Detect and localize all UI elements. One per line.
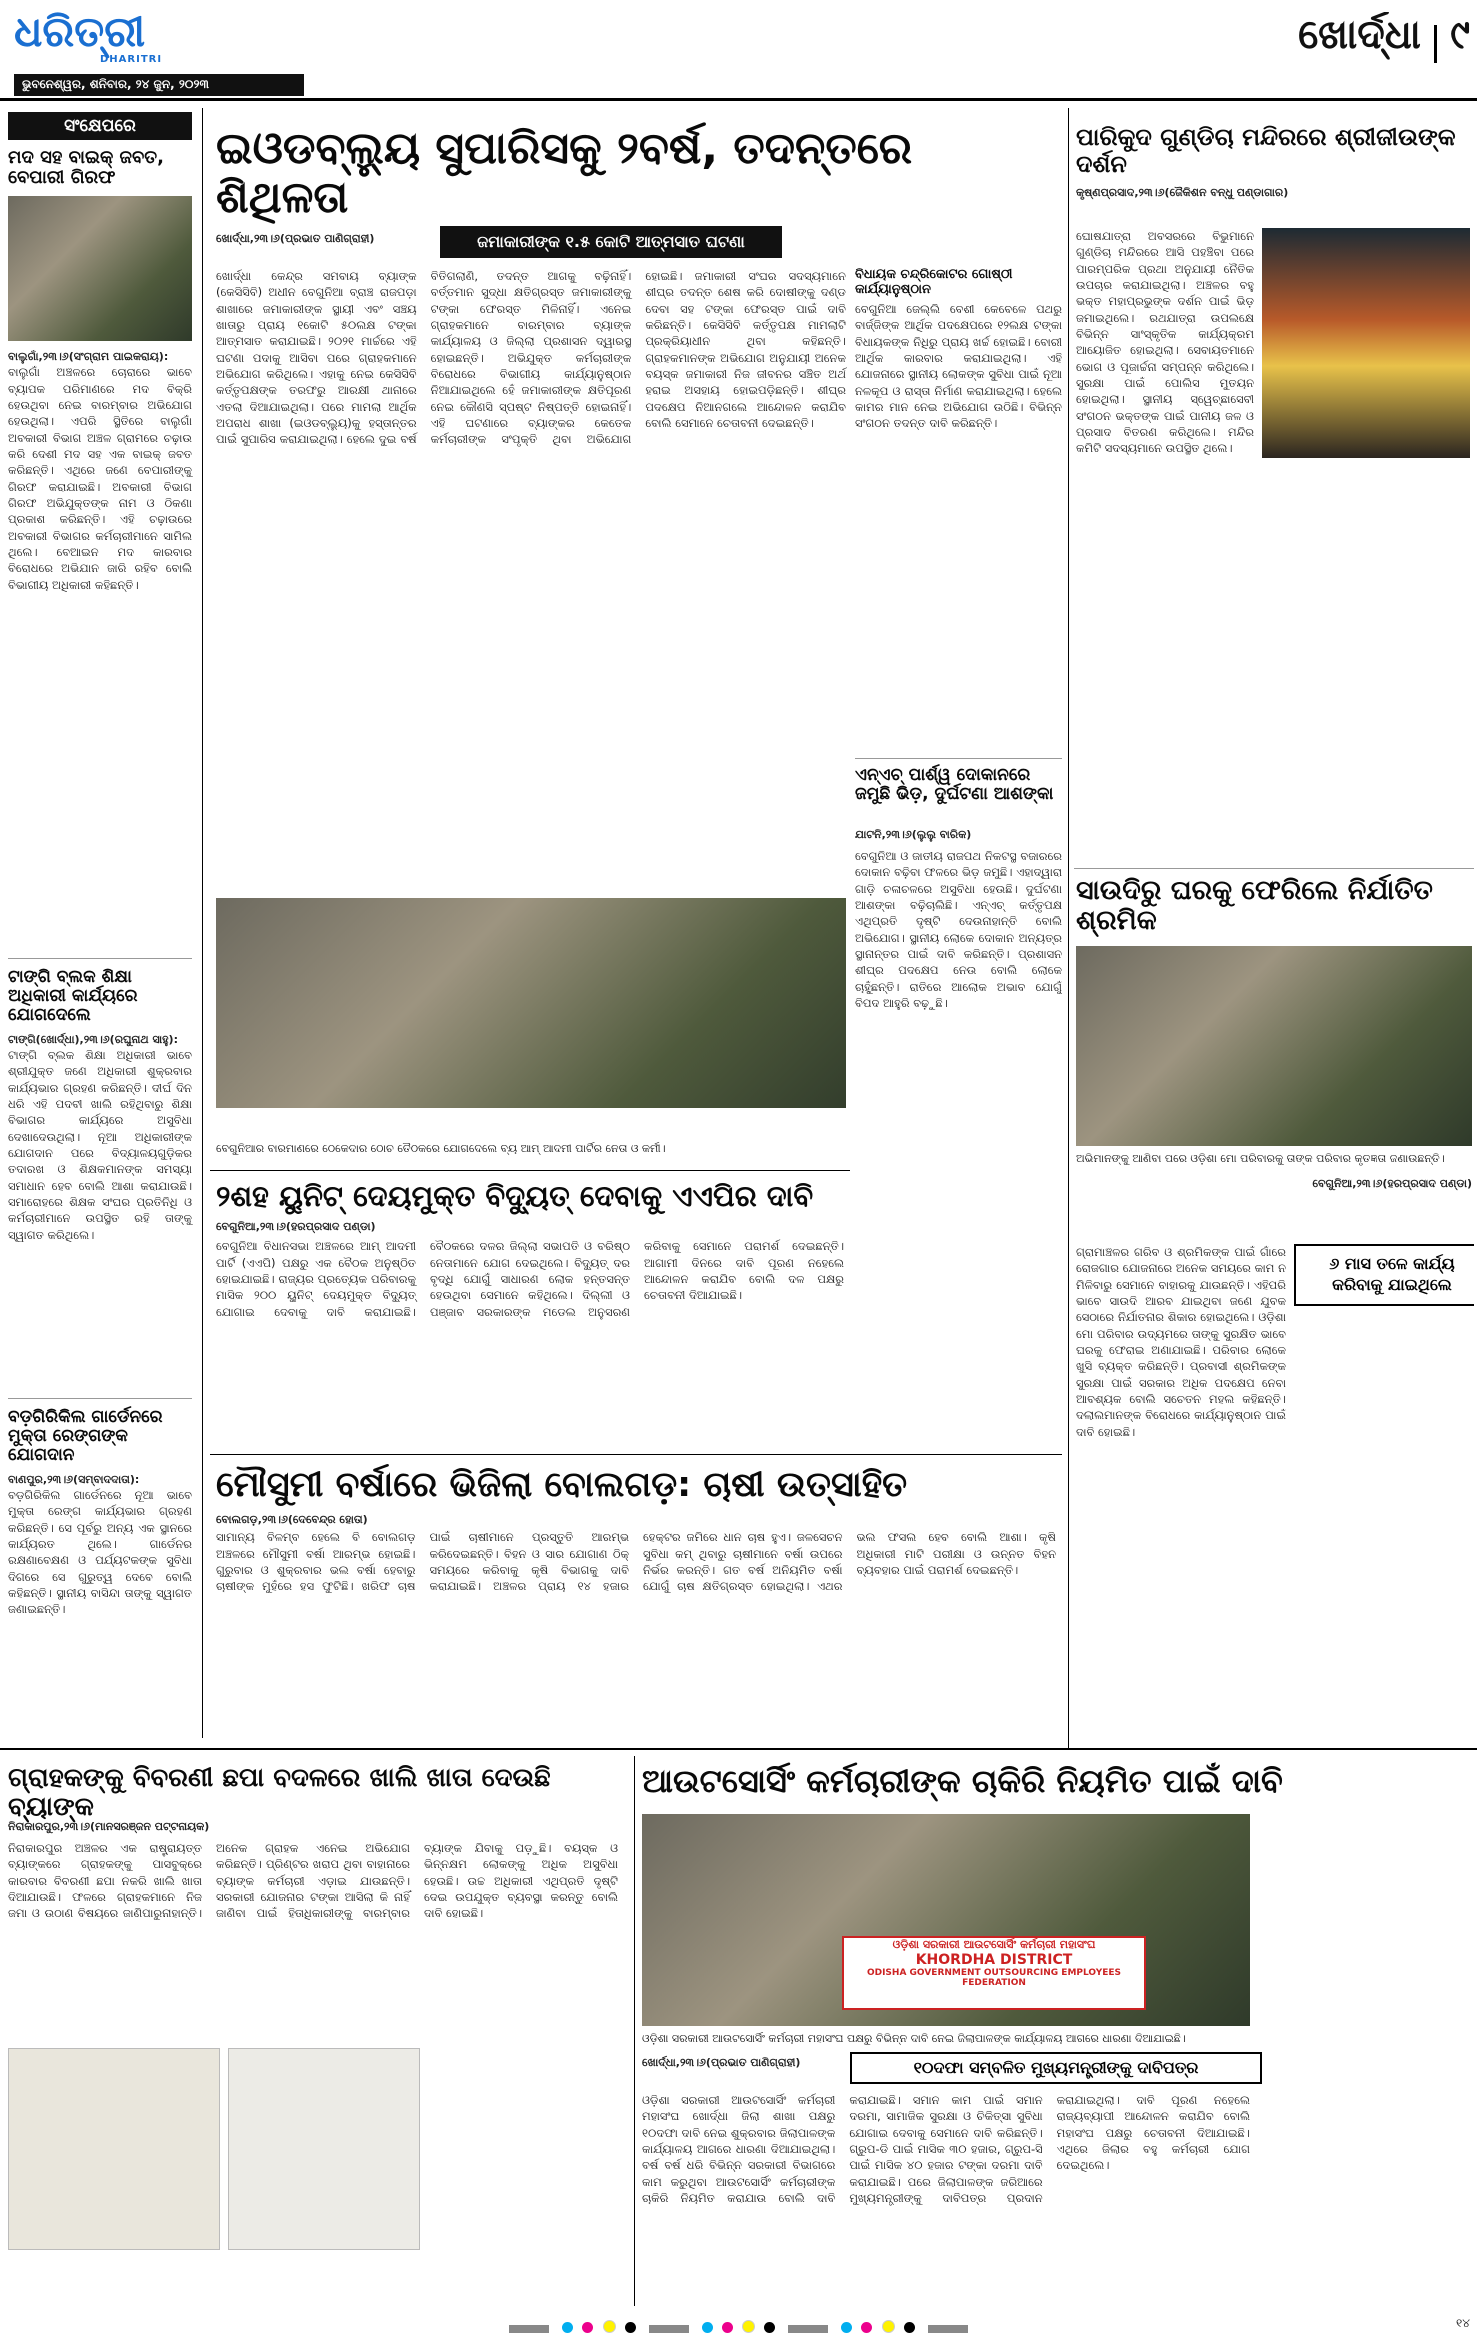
- temple-body-continued: [1262, 468, 1470, 848]
- side-headline-2: ଏନ୍‌ଏଚ୍ ପାର୍ଶ୍ୱ ଦୋକାନରେ ଜମୁଛି ଭିଡ଼, ଦୁର୍ଘଟଣା ଆଶଙ୍କା: [855, 765, 1054, 805]
- main-headline: ଇଓଡବ୍ଲ୍ୟୁ ସୁପାରିସକୁ ୨ବର୍ଷ, ତଦନ୍ତରେ ଶିଥିଳତା: [216, 123, 913, 224]
- brief-label: ସଂକ୍ଷେପରେ: [8, 112, 192, 140]
- section-name: ଖୋର୍ଦ୍ଧା: [1298, 12, 1421, 58]
- rain-top-rule: [210, 1454, 1062, 1455]
- bank-column-rule: [634, 1756, 635, 2306]
- yellow-dot: [742, 2320, 755, 2333]
- brief-dateline-1: ବାଲୁଗାଁ,୨୩।୬(ସଂଗ୍ରାମ ପାଇକରାୟ):: [8, 350, 169, 364]
- registration-mark: [788, 2325, 828, 2333]
- masthead-logo: [14, 8, 254, 70]
- worker-photo-caption: ଅଭିମାନଙ୍କୁ ଆଣିବା ପରେ ଓଡ଼ିଶା ମୋ ପରିବାରକୁ ତାଙ୍କ ପରିବାର କୃତଜ୍ଞତା ଜଣାଉଛନ୍ତି।: [1076, 1152, 1445, 1166]
- registration-mark: [649, 2325, 689, 2333]
- bank-headline: ଗ୍ରାହକଙ୍କୁ ବିବରଣୀ ଛପା ବଦଳରେ ଖାଲି ଖାତା ଦେଉଛି ବ୍ୟାଙ୍କ: [8, 1763, 551, 1823]
- side-body: ବେଗୁନିଆ ଜେଲ୍ଲି ବେଶୀ କେବେଳେ ପଥରୁ ବାର୍ଜ୍ଜିଙ୍କ ଆର୍ଥିକ ପଦକ୍ଷେପରେ ୧୨ଲକ୍ଷ ଟଙ୍କା ବିଧାୟକଙ୍କ ନିଧିରୁ ପ୍ରାୟ ଖର୍ଚ୍ଚ ହୋଇଛି। ବୋରୀ ଆର୍ଥିକ କାରବାର କରାଯାଇଥିଲା। ଏହି ଯୋଜନାରେ ସ୍ଥାନୀୟ ଲୋକଙ୍କ ସୁବିଧା ପାଇଁ ନୂଆ ନଳକୂପ ଓ ରାସ୍ତା ନିର୍ମାଣ କରାଯାଇଥିଲା। ହେଲେ କାମର ମାନ ନେଇ ଅଭିଯୋଗ ଉଠିଛି। ବିଭିନ୍ନ ସଂଗଠନ ତଦନ୍ତ ଦାବି କରିଛନ୍ତି।: [855, 302, 1062, 431]
- main-photo-caption: ବେଗୁନିଆର ବାରମାଣରେ ଠେକେଦାର ଠୋଚ ତୈଠକରେ ଯୋଗଦେଲେ ବ୍ୟ ଆମ୍ ଆଦମୀ ପାର୍ଟିର ନେତା ଓ କର୍ମୀ।: [216, 1142, 666, 1155]
- registration-mark: [928, 2325, 968, 2333]
- issue-date: ଭୁବନେଶ୍ୱର, ଶନିବାର, ୨୪ ଜୁନ, ୨୦୨୩: [22, 77, 209, 91]
- side-story: [855, 268, 1062, 1168]
- worker-body: ଗ୍ରାମାଞ୍ଚଳର ଗରିବ ଓ ଶ୍ରମିକଙ୍କ ପାଇଁ ଗାଁରେ ରୋଜଗାର ଯୋଜନାରେ ଅନେକ ସମୟରେ କାମ ନ ମିଳିବାରୁ ସେମାନେ ବାହାରକୁ ଯାଉଛନ୍ତି। ଏହିପରି ଭାବେ ସାଉଦି ଆରବ ଯାଇଥିବା ଜଣେ ଯୁବକ ସେଠାରେ ନିର୍ଯାତନାର ଶିକାର ହୋଇଥିଲେ। ଓଡ଼ିଶା ମୋ ପରିବାର ଉଦ୍ୟମରେ ତାଙ୍କୁ ସୁରକ୍ଷିତ ଭାବେ ଘରକୁ ଫେରାଇ ଅଣାଯାଇଛି। ପରିବାର ଲୋକେ ଖୁସି ବ୍ୟକ୍ତ କରିଛନ୍ତି। ପ୍ରବାସୀ ଶ୍ରମିକଙ୍କ ସୁରକ୍ଷା ପାଇଁ ସରକାର ଅଧିକ ପଦକ୍ଷେପ ନେବା ଆବଶ୍ୟକ ବୋଲି ସଚେତନ ମହଲ କହିଛନ୍ତି। ଦଲାଲମାନଙ୍କ ବିରୋଧରେ କାର୍ଯ୍ୟାନୁଷ୍ଠାନ ପାଇଁ ଦାବି ହୋଇଛି।: [1076, 1245, 1286, 1439]
- electricity-story: [210, 1176, 850, 1446]
- side-body-2: ବେଗୁନିଆ ଓ ଜାତୀୟ ରାଜପଥ ନିକଟସ୍ଥ ବଜାରରେ ଦୋକାନ ବଢ଼ିବା ଫଳରେ ଭିଡ଼ ଜମୁଛି। ଏହାଦ୍ୱାରା ଗାଡ଼ି ଚଳାଚଳରେ ଅସୁବିଧା ହେଉଛି। ଦୁର୍ଘଟଣା ଆଶଙ୍କା ବଢ଼ିଚାଲିଛି। ଏନ୍‌ଏଚ୍ କର୍ତ୍ତୃପକ୍ଷ ଏଥିପ୍ରତି ଦୃଷ୍ଟି ଦେଉନାହାନ୍ତି ବୋଲି ଅଭିଯୋଗ। ସ୍ଥାନୀୟ ଲୋକେ ଦୋକାନ ଅନ୍ୟତ୍ର ସ୍ଥାନାନ୍ତର ପାଇଁ ଦାବି କରିଛନ୍ତି। ପ୍ରଶାସନ ଶୀଘ୍ର ପଦକ୍ଷେପ ନେଉ ବୋଲି ଲୋକେ ଚାହୁଁଛନ୍ତି। ରାତିରେ ଆଲୋକ ଅଭାବ ଯୋଗୁଁ ବିପଦ ଆହୁରି ବଢ଼ୁଛି।: [855, 849, 1062, 1010]
- brief-dateline-2: ଟାଙ୍ଗି(ଖୋର୍ଦ୍ଧା),୨୩।୬(ରଘୁନାଥ ସାହୁ):: [8, 1033, 178, 1046]
- electricity-body: ବେଗୁନିଆ ବିଧାନସଭା ଅଞ୍ଚଳରେ ଆମ୍ ଆଦମୀ ପାର୍ଟି (ଏଏପି) ପକ୍ଷରୁ ଏକ ବୈଠକ ଅନୁଷ୍ଠିତ ହୋଇଯାଇଛି। ରାଜ୍ୟର ପ୍ରତ୍ୟେକ ପରିବାରକୁ ମାସିକ ୨୦୦ ୟୁନିଟ୍ ଦେୟମୁକ୍ତ ବିଦ୍ୟୁତ୍ ଯୋଗାଇ ଦେବାକୁ ଦାବି କରାଯାଇଛି। ବୈଠକରେ ଦଳର ଜିଲ୍ଲା ସଭାପତି ଓ ବରିଷ୍ଠ ନେତାମାନେ ଯୋଗ ଦେଇଥିଲେ। ବିଦ୍ୟୁତ୍ ଦର ବୃଦ୍ଧି ଯୋଗୁଁ ସାଧାରଣ ଲୋକ ହନ୍ତସନ୍ତ ହେଉଥିବା ସେମାନେ କହିଥିଲେ। ଦିଲ୍ଲୀ ଓ ପଞ୍ଜାବ ସରକାରଙ୍କ ମଡେଲ ଅନୁସରଣ କରିବାକୁ ସେମାନେ ପରାମର୍ଶ ଦେଇଛନ୍ତି। ଆଗାମୀ ଦିନରେ ଦାବି ପୂରଣ ନହେଲେ ଆନ୍ଦୋଳନ କରାଯିବ ବୋଲି ଦଳ ପକ୍ଷରୁ ଚେତାବନୀ ଦିଆଯାଇଛି।: [216, 1239, 844, 1319]
- temple-bottom-rule: [1074, 868, 1474, 869]
- worker-dateline: ବେଗୁନିଆ,୨୩।୬(ହରପ୍ରସାଦ ପଣ୍ଡା): [1312, 1176, 1472, 1190]
- outsourcing-body-side: [1260, 1814, 1470, 2294]
- electricity-dateline: ବେଗୁନିଆ,୨୩।୬(ହରପ୍ରସାଦ ପଣ୍ଡା): [216, 1220, 376, 1234]
- rain-body: ସାମାନ୍ୟ ବିଳମ୍ବ ହେଲେ ବି ବୋଲଗଡ଼ ଅଞ୍ଚଳରେ ମୌସୁମୀ ବର୍ଷା ଆରମ୍ଭ ହୋଇଛି। ଗୁରୁବାର ଓ ଶୁକ୍ରବାର ଭଲ ବର୍ଷା ହେବାରୁ ଚାଷୀଙ୍କ ମୁହଁରେ ହସ ଫୁଟିଛି। ଖରିଫ ଚାଷ ପାଇଁ ଚାଷୀମାନେ ପ୍ରସ୍ତୁତି ଆରମ୍ଭ କରିଦେଇଛନ୍ତି। ବିହନ ଓ ସାର ଯୋଗାଣ ଠିକ୍ ସମୟରେ କରିବାକୁ କୃଷି ବିଭାଗକୁ ଦାବି କରାଯାଇଛି। ଅଞ୍ଚଳର ପ୍ରାୟ ୧୪ ହଜାର ହେକ୍ଟର ଜମିରେ ଧାନ ଚାଷ ହୁଏ। ଜଳସେଚନ ସୁବିଧା କମ୍ ଥିବାରୁ ଚାଷୀମାନେ ବର୍ଷା ଉପରେ ନିର୍ଭର କରନ୍ତି। ଗତ ବର୍ଷ ଅନିୟମିତ ବର୍ଷା ଯୋଗୁଁ ଚାଷ କ୍ଷତିଗ୍ରସ୍ତ ହୋଇଥିଲା। ଏଥର ଭଲ ଫସଲ ହେବ ବୋଲି ଆଶା। କୃଷି ଅଧିକାରୀ ମାଟି ପରୀକ୍ଷା ଓ ଉନ୍ନତ ବିହନ ବ୍ୟବହାର ପାଇଁ ପରାମର୍ଶ ଦେଇଛନ୍ତି।: [216, 1530, 1056, 1594]
- temple-photo: [1262, 228, 1470, 458]
- main-photo: [216, 898, 846, 1108]
- outsourcing-headline: ଆଉଟସୋର୍ସିଂ କର୍ମଚାରୀଙ୍କ ଚାକିରି ନିୟମିତ ପାଇଁ ଦାବି: [642, 1762, 1283, 1800]
- protest-banner: [842, 1936, 1146, 2010]
- main-body: ଖୋର୍ଦ୍ଧା କେନ୍ଦ୍ର ସମବାୟ ବ୍ୟାଙ୍କ (କେସିସିବି) ଅଧୀନ ବେଗୁନିଆ ବ୍ରାଞ୍ଚ ରାଜପଡ଼ା ଶାଖାରେ ଜମାକାରୀଙ୍କ ସ୍ଥାୟୀ ଏବଂ ସଞ୍ଚୟ ଖାତାରୁ ପ୍ରାୟ ୧କୋଟି ୫୦ଲକ୍ଷ ଟଙ୍କା ଆତ୍ମସାତ କରାଯାଇଛି। ୨୦୨୧ ମାର୍ଚ୍ଚରେ ଏହି ଘଟଣା ପଦାକୁ ଆସିବା ପରେ ଗ୍ରାହକମାନେ ଅଭିଯୋଗ କରିଥିଲେ। ଏହାକୁ ନେଇ କେସିସିବି କର୍ତ୍ତୃପକ୍ଷଙ୍କ ତରଫରୁ ଆରକ୍ଷୀ ଥାନାରେ ଏତଲା ଦିଆଯାଇଥିଲା। ପରେ ମାମଲା ଆର୍ଥିକ ଅପରାଧ ଶାଖା (ଇଓଡବ୍ଲ୍ୟୁ)କୁ ହସ୍ତାନ୍ତର ପାଇଁ ସୁପାରିସ କରାଯାଇଥିଲା। ହେଲେ ଦୁଇ ବର୍ଷ ବିତିଗଲାଣି, ତଦନ୍ତ ଆଗକୁ ବଢ଼ିନାହିଁ। ବର୍ତ୍ତମାନ ସୁଦ୍ଧା କ୍ଷତିଗ୍ରସ୍ତ ଜମାକାରୀଙ୍କୁ ଟଙ୍କା ଫେରସ୍ତ ମିଳିନାହିଁ। ଏନେଇ ଗ୍ରାହକମାନେ ବାରମ୍ବାର ବ୍ୟାଙ୍କ କାର୍ଯ୍ୟାଳୟ ଓ ଜିଲ୍ଲା ପ୍ରଶାସନ ଦ୍ୱାରସ୍ଥ ହୋଇଛନ୍ତି। ଅଭିଯୁକ୍ତ କର୍ମଚାରୀଙ୍କ ବିରୋଧରେ ବିଭାଗୀୟ କାର୍ଯ୍ୟାନୁଷ୍ଠାନ ନିଆଯାଇଥିଲେ ହେଁ ଜମାକାରୀଙ୍କ କ୍ଷତିପୂରଣ ନେଇ କୌଣସି ସ୍ପଷ୍ଟ ନିଷ୍ପତ୍ତି ହୋଇନାହିଁ। ଏହି ଘଟଣାରେ ବ୍ୟାଙ୍କର କେତେକ କର୍ମଚାରୀଙ୍କ ସଂପୃକ୍ତି ଥିବା ଅଭିଯୋଗ ହୋଇଛି। ଜମାକାରୀ ସଂଘର ସଦସ୍ୟମାନେ ଶୀଘ୍ର ତଦନ୍ତ ଶେଷ କରି ଦୋଷୀଙ୍କୁ ଦଣ୍ଡ ଦେବା ସହ ଟଙ୍କା ଫେରସ୍ତ ପାଇଁ ଦାବି କରିଛନ୍ତି। କେସିସିବି କର୍ତ୍ତୃପକ୍ଷ ମାମଲାଟି ପ୍ରକ୍ରିୟାଧୀନ ଥିବା କହିଛନ୍ତି। ଗ୍ରାହକମାନଙ୍କ ଅଭିଯୋଗ ଅନୁଯାୟୀ ଅନେକ ବୟସ୍କ ଜମାକାରୀ ନିଜ ଜୀବନର ସଞ୍ଚିତ ଅର୍ଥ ହରାଇ ଅସହାୟ ହୋଇପଡ଼ିଛନ୍ତି। ଶୀଘ୍ର ପଦକ୍ଷେପ ନିଆନଗଲେ ଆନ୍ଦୋଳନ କରାଯିବ ବୋଲି ସେମାନେ ଚେତାବନୀ ଦେଇଛନ୍ତି।: [216, 269, 846, 447]
- magenta-dot: [722, 2322, 733, 2333]
- electricity-top-rule: [210, 1170, 850, 1171]
- bottom-top-rule: [0, 1748, 1477, 1750]
- page-section-title: [1240, 12, 1470, 72]
- bank-photo-1: [8, 2048, 220, 2250]
- registration-mark: [509, 2325, 549, 2333]
- outsourcing-photo-caption: ଓଡ଼ିଶା ସରକାରୀ ଆଉଟସୋର୍ସିଂ କର୍ମଚାରୀ ମହାସଂଘ ପକ୍ଷରୁ ବିଭିନ୍ନ ଦାବି ନେଇ ଜିଲାପାଳଙ୍କ କାର୍ଯ୍ୟାଳୟ ଆଗରେ ଧାରଣା ଦିଆଯାଇଛି।: [642, 2032, 1186, 2045]
- electricity-headline: ୨ଶହ ୟୁନିଟ୍ ଦେୟମୁକ୍ତ ବିଦ୍ୟୁତ୍ ଦେବାକୁ ଏଏପିର ଦାବି: [216, 1179, 814, 1213]
- worker-body-continued: [1294, 1332, 1470, 1722]
- bank-photo-2: [228, 2048, 420, 2250]
- brief-headline-3: ବଡ଼ଗିରିକିଲ ଗାର୍ଡେନରେ ମୁକ୍ତା ରେଙ୍ଗଙ୍କ ଯୋଗଦାନ: [8, 1407, 163, 1466]
- cyan-dot: [702, 2322, 713, 2333]
- bank-story: [6, 1756, 626, 2306]
- main-dateline: ଖୋର୍ଦ୍ଧା,୨୩।୬(ପ୍ରଭାତ ପାଣିଗ୍ରାହୀ): [216, 232, 375, 245]
- temple-story: [1074, 108, 1474, 868]
- side-dateline-2: ଯାଟନି,୨୩।୬(ଲୁଲୁ ବାରିକ): [855, 828, 972, 841]
- logo-text: ଧରିତ୍ରୀ: [14, 8, 146, 56]
- logo-subtext: DHARITRI: [100, 54, 163, 65]
- magenta-dot: [861, 2322, 872, 2333]
- section-divider: [1434, 25, 1437, 63]
- worker-headline: ସାଉଦିରୁ ଘରକୁ ଫେରିଲେ ନିର୍ଯାତିତ ଶ୍ରମିକ: [1076, 875, 1433, 937]
- worker-box: ୬ ମାସ ତଳେ କାର୍ଯ୍ୟ କରିବାକୁ ଯାଇଥିଲେ: [1294, 1244, 1474, 1306]
- black-dot: [625, 2322, 636, 2333]
- worker-photo: [1076, 946, 1472, 1146]
- magenta-dot: [582, 2322, 593, 2333]
- brief-divider-2: [8, 1398, 192, 1399]
- brief-headline-1: ମଦ ସହ ବାଇକ୍ ଜବତ, ବେପାରୀ ଗିରଫ: [8, 147, 164, 189]
- brief-column-rule: [202, 108, 203, 1738]
- worker-story: [1074, 872, 1474, 1742]
- banner-line-3: ODISHA GOVERNMENT OUTSOURCING EMPLOYEES FEDERATION: [866, 1968, 1122, 1988]
- temple-headline: ପାରିକୁଦ ଗୁଣ୍ଡିଚା ମନ୍ଦିରରେ ଶ୍ରୀଜୀଉଙ୍କ ଦର୍ଶନ: [1076, 123, 1456, 178]
- rain-dateline: ବୋଲଗଡ଼,୨୩।୬(ଦେବେନ୍ଦ୍ର ହୋତା): [216, 1513, 368, 1527]
- banner-line-1: ଓଡ଼ିଶା ସରକାରୀ ଆଉଟସୋର୍ସିଂ କର୍ମଚାରୀ ମହାସଂଘ: [892, 1938, 1096, 1951]
- outsourcing-photo: [642, 1814, 1250, 2026]
- black-dot: [764, 2322, 775, 2333]
- brief-body-2: ଟାଙ୍ଗି ବ୍ଲକ ଶିକ୍ଷା ଅଧିକାରୀ ଭାବେ ଶ୍ରୀଯୁକ୍ତ ଜଣେ ଅଧିକାରୀ ଶୁକ୍ରବାର କାର୍ଯ୍ୟଭାର ଗ୍ରହଣ କରିଛନ୍ତି। ଦୀର୍ଘ ଦିନ ଧରି ଏହି ପଦବୀ ଖାଲି ରହିଥିବାରୁ ଶିକ୍ଷା ବିଭାଗର କାର୍ଯ୍ୟରେ ଅସୁବିଧା ଦେଖାଦେଉଥିଲା। ନୂଆ ଅଧିକାରୀଙ୍କ ଯୋଗଦାନ ପରେ ବିଦ୍ୟାଳୟଗୁଡ଼ିକର ତଦାରଖ ଓ ଶିକ୍ଷକମାନଙ୍କ ସମସ୍ୟା ସମାଧାନ ହେବ ବୋଲି ଆଶା କରାଯାଉଛି। ସମାରୋହରେ ଶିକ୍ଷକ ସଂଘର ପ୍ରତିନିଧି ଓ କର୍ମଚାରୀମାନେ ଉପସ୍ଥିତ ରହି ତାଙ୍କୁ ସ୍ୱାଗତ କରିଥିଲେ।: [8, 1048, 192, 1242]
- bank-body: ନିରାକାରପୁର ଅଞ୍ଚଳର ଏକ ରାଷ୍ଟ୍ରାୟତ୍ତ ବ୍ୟାଙ୍କରେ ଗ୍ରାହକଙ୍କୁ ପାସବୁକ୍‌ରେ କାରବାର ବିବରଣୀ ଛପା ନକରି ଖାଲି ଖାତା ଦିଆଯାଉଛି। ଫଳରେ ଗ୍ରାହକମାନେ ନିଜ ଜମା ଓ ଉଠାଣ ବିଷୟରେ ଜାଣିପାରୁନାହାନ୍ତି। ଅନେକ ଗ୍ରାହକ ଏନେଇ ଅଭିଯୋଗ କରିଛନ୍ତି। ପ୍ରିଣ୍ଟର ଖରାପ ଥିବା ବାହାନାରେ ବ୍ୟାଙ୍କ କର୍ମଚାରୀ ଏଡ଼ାଇ ଯାଉଛନ୍ତି। ସରକାରୀ ଯୋଜନାର ଟଙ୍କା ଆସିଲା କି ନାହିଁ ଜାଣିବା ପାଇଁ ହିତାଧିକାରୀଙ୍କୁ ବାରମ୍ବାର ବ୍ୟାଙ୍କ ଯିବାକୁ ପଡ଼ୁଛି। ବୟସ୍କ ଓ ଭିନ୍ନକ୍ଷମ ଲୋକଙ୍କୁ ଅଧିକ ଅସୁବିଧା ହେଉଛି। ଉଚ୍ଚ ଅଧିକାରୀ ଏଥିପ୍ରତି ଦୃଷ୍ଟି ଦେଇ ଉପଯୁକ୍ତ ବ୍ୟବସ୍ଥା କରନ୍ତୁ ବୋଲି ଦାବି ହୋଇଛି।: [8, 1841, 618, 1921]
- side-headline: ବିଧାୟକ ଚନ୍ଦ୍ରିକୋଟର ଗୋଷ୍ଠୀ କାର୍ଯ୍ୟାନୁଷ୍ଠାନ: [855, 268, 1013, 297]
- yellow-dot: [882, 2320, 895, 2333]
- cyan-dot: [841, 2322, 852, 2333]
- rain-headline: ମୌସୁମୀ ବର୍ଷାରେ ଭିଜିଲା ବୋଲଗଡ଼: ଚାଷୀ ଉତ୍ସାହିତ: [216, 1465, 908, 1505]
- side-divider: [855, 758, 1062, 759]
- yellow-dot: [603, 2320, 616, 2333]
- brief-photo-1: [8, 196, 192, 341]
- column-rule-mid: [1068, 108, 1069, 1748]
- main-subhead: ଜମାକାରୀଙ୍କ ୧.୫ କୋଟି ଆତ୍ମସାତ ଘଟଣା: [440, 226, 782, 258]
- outsourcing-story: [640, 1756, 1474, 2306]
- outsourcing-subhead: ୧୦ଦଫା ସମ୍ବଳିତ ମୁଖ୍ୟମନ୍ତ୍ରୀଙ୍କୁ ଦାବିପତ୍ର: [850, 2052, 1262, 2084]
- brief-column: [0, 108, 200, 1738]
- brief-divider-1: [8, 958, 192, 959]
- cyan-dot: [562, 2322, 573, 2333]
- masthead-rule: [0, 98, 1477, 101]
- brief-body-3: ବଡ଼ଗିରିକିଲ ଗାର୍ଡେନରେ ନୂଆ ଭାବେ ମୁକ୍ତା ରେଙ୍ଗ କାର୍ଯ୍ୟଭାର ଗ୍ରହଣ କରିଛନ୍ତି। ସେ ପୂର୍ବରୁ ଅନ୍ୟ ଏକ ସ୍ଥାନରେ କାର୍ଯ୍ୟରତ ଥିଲେ। ଗାର୍ଡେନର ରକ୍ଷଣାବେକ୍ଷଣ ଓ ପର୍ଯ୍ୟଟକଙ୍କ ସୁବିଧା ଦିଗରେ ସେ ଗୁରୁତ୍ୱ ଦେବେ ବୋଲି କହିଛନ୍ତି। ସ୍ଥାନୀୟ ବାସିନ୍ଦା ତାଙ୍କୁ ସ୍ୱାଗତ ଜଣାଇଛନ୍ତି।: [8, 1488, 192, 1617]
- page-code: ୧୪: [1456, 2316, 1470, 2330]
- page-number: ୯: [1450, 12, 1470, 58]
- brief-dateline-3: ବାଣପୁର,୨୩।୬(ସମ୍ବାଦଦାତା):: [8, 1473, 140, 1486]
- bank-dateline: ନିରାକାରପୁର,୨୩।୬(ମାନସରଞ୍ଜନ ପଟ୍ଟନାୟକ): [8, 1820, 210, 1833]
- date-strip: [14, 74, 304, 96]
- banner-line-2: KHORDHA DISTRICT: [915, 1952, 1073, 1968]
- rain-story: [210, 1460, 1062, 1742]
- brief-body-1: ବାଲୁଗାଁ ଅଞ୍ଚଳରେ ଚୋରାରେ ଭାବେ ବ୍ୟାପକ ପରିମାଣରେ ମଦ ବିକ୍ରି ହେଉଥିବା ନେଇ ବାରମ୍ବାର ଅଭିଯୋଗ ହେଉଥିଲା। ଏପରି ସ୍ଥିତିରେ ବାଲୁଗାଁ ଅବକାରୀ ବିଭାଗ ଅଞ୍ଚଳ ଗ୍ରାମରେ ଚଢ଼ାଉ କରି ଦେଶୀ ମଦ ସହ ଏକ ବାଇକ୍ ଜବତ କରିଛନ୍ତି। ଏଥିରେ ଜଣେ ବେପାରୀଙ୍କୁ ଗିରଫ କରାଯାଇଛି। ଅବକାରୀ ବିଭାଗ ଗିରଫ ଅଭିଯୁକ୍ତଙ୍କ ନାମ ଓ ଠିକଣା ପ୍ରକାଶ କରିଛନ୍ତି। ଏହି ଚଢ଼ାଉରେ ଅବକାରୀ ବିଭାଗର କର୍ମଚାରୀମାନେ ସାମିଲ ଥିଲେ। ବେଆଇନ ମଦ କାରବାର ବିରୋଧରେ ଅଭିଯାନ ଜାରି ରହିବ ବୋଲି ବିଭାଗୀୟ ଅଧିକାରୀ କହିଛନ୍ତି।: [8, 365, 192, 592]
- temple-dateline: କୃଷ୍ଣପ୍ରସାଦ,୨୩।୬(ଜୈକିଶନ ବନ୍ଧୁ ପଣ୍ଡାଗାର): [1076, 185, 1289, 199]
- outsourcing-body: ଓଡ଼ିଶା ସରକାରୀ ଆଉଟସୋର୍ସିଂ କର୍ମଚାରୀ ମହାସଂଘ ଖୋର୍ଦ୍ଧା ଜିଲା ଶାଖା ପକ୍ଷରୁ ୧୦ଦଫା ଦାବି ନେଇ ଶୁକ୍ରବାର ଜିଲାପାଳଙ୍କ କାର୍ଯ୍ୟାଳୟ ଆଗରେ ଧାରଣା ଦିଆଯାଇଥିଲା। ବର୍ଷ ବର୍ଷ ଧରି ବିଭିନ୍ନ ସରକାରୀ ବିଭାଗରେ କାମ କରୁଥିବା ଆଉଟସୋର୍ସିଂ କର୍ମଚାରୀଙ୍କ ଚାକିରି ନିୟମିତ କରାଯାଉ ବୋଲି ଦାବି କରାଯାଇଛି। ସମାନ କାମ ପାଇଁ ସମାନ ଦରମା, ସାମାଜିକ ସୁରକ୍ଷା ଓ ଚିକିତ୍ସା ସୁବିଧା ଯୋଗାଇ ଦେବାକୁ ସେମାନେ ଦାବି କରିଛନ୍ତି। ଗ୍ରୁପ-ଡି ପାଇଁ ମାସିକ ୩୦ ହଜାର, ଗ୍ରୁପ-ସି ପାଇଁ ମାସିକ ୪୦ ହଜାର ଟଙ୍କା ଦରମା ଦାବି କରାଯାଇଛି। ପରେ ଜିଲାପାଳଙ୍କ ଜରିଆରେ ମୁଖ୍ୟମନ୍ତ୍ରୀଙ୍କୁ ଦାବିପତ୍ର ପ୍ରଦାନ କରାଯାଇଥିଲା। ଦାବି ପୂରଣ ନହେଲେ ରାଜ୍ୟବ୍ୟାପୀ ଆନ୍ଦୋଳନ କରାଯିବ ବୋଲି ମହାସଂଘ ପକ୍ଷରୁ ଚେତାବନୀ ଦିଆଯାଇଛି। ଏଥିରେ ଜିଲାର ବହୁ କର୍ମଚାରୀ ଯୋଗ ଦେଇଥିଲେ।: [642, 2093, 1250, 2205]
- outsourcing-dateline: ଖୋର୍ଦ୍ଧା,୨୩।୬(ପ୍ରଭାତ ପାଣିଗ୍ରାହୀ): [642, 2056, 801, 2069]
- temple-body: ଘୋଷଯାତ୍ରା ଅବସରରେ ବିଭୁମାନେ ଗୁଣ୍ଡିଚା ମନ୍ଦିରରେ ଆସି ପହଞ୍ଚିବା ପରେ ପାରମ୍ପରିକ ପ୍ରଥା ଅନୁଯାୟୀ ନୈତିକ ଉପଚାର କରାଯାଇଥିଲା। ଅଞ୍ଚଳର ବହୁ ଭକ୍ତ ମହାପ୍ରଭୁଙ୍କ ଦର୍ଶନ ପାଇଁ ଭିଡ଼ ଜମାଇଥିଲେ। ରଥଯାତ୍ରା ଉପଲକ୍ଷେ ବିଭିନ୍ନ ସାଂସ୍କୃତିକ କାର୍ଯ୍ୟକ୍ରମ ଆୟୋଜିତ ହୋଇଥିଲା। ସେବାୟତମାନେ ଭୋଗ ଓ ପୂଜାର୍ଚ୍ଚନା ସମ୍ପନ୍ନ କରିଥିଲେ। ସୁରକ୍ଷା ପାଇଁ ପୋଲିସ ମୁତୟନ ହୋଇଥିଲା। ସ୍ଥାନୀୟ ସ୍ୱେଚ୍ଛାସେବୀ ସଂଗଠନ ଭକ୍ତଙ୍କ ପାଇଁ ପାନୀୟ ଜଳ ଓ ପ୍ରସାଦ ବିତରଣ କରିଥିଲେ। ମନ୍ଦିର କମିଟି ସଦସ୍ୟମାନେ ଉପସ୍ଥିତ ଥିଲେ।: [1076, 229, 1254, 456]
- print-marks: [0, 2318, 1477, 2338]
- brief-headline-2: ଟାଙ୍ଗି ବ୍ଲକ ଶିକ୍ଷା ଅଧିକାରୀ କାର୍ଯ୍ୟରେ ଯୋଗଦେଲେ: [8, 967, 138, 1026]
- black-dot: [904, 2322, 915, 2333]
